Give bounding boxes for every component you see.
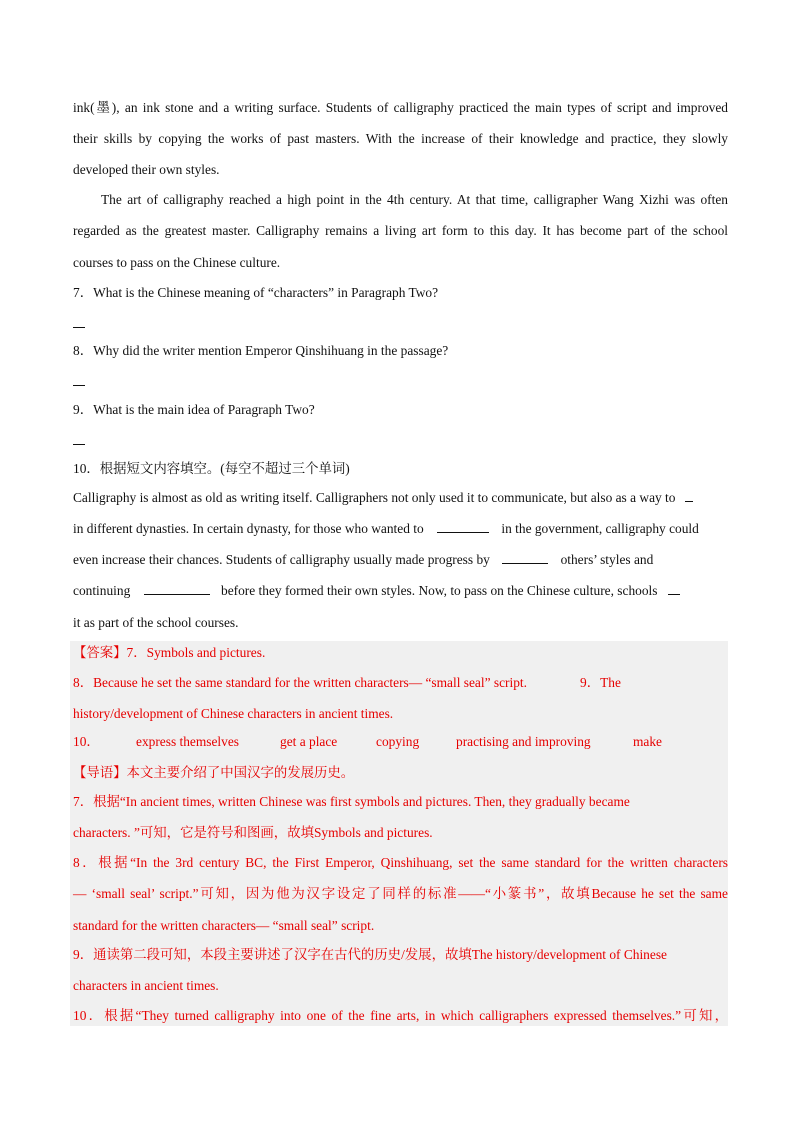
q10-text: in the government, calligraphy could — [501, 521, 699, 536]
explanation-line: 9．通读第二段可知，本段主要讲述了汉字在古代的历史/发展，故填The history/development of Chinese — [73, 947, 667, 962]
fill-blank-5[interactable] — [668, 582, 680, 595]
explanation-line: — ‘small seal’ script.”可知，因为他为汉字设定了同样的标准——“小篆书”，故填Because he set the same — [73, 886, 728, 901]
guide-line: 【导语】本文主要介绍了中国汉字的发展历史。 — [73, 765, 355, 780]
answer-line: history/development of Chinese characters in ancient times. — [73, 706, 394, 721]
question-10-line — [73, 582, 728, 600]
answer-10-item: copying — [376, 734, 420, 749]
explanation-line: 7．根据“In ancient times, written Chinese was first symbols and pictures. Then, they gradually became — [73, 794, 630, 809]
answer-10-item: express themselves — [136, 734, 240, 749]
passage-line: ink(墨), an ink stone and a writing surface. Students of calligraphy practiced the main types of script and improved — [73, 100, 728, 115]
q10-text: others’ styles and — [560, 552, 654, 567]
answer-10-item: get a place — [280, 734, 338, 749]
answer-9-start: 9．The — [580, 675, 621, 690]
question-8: 8．Why did the writer mention Emperor Qinshihuang in the passage? — [73, 343, 449, 358]
answer-blank[interactable] — [73, 327, 85, 328]
question-10-line — [73, 551, 728, 569]
answer-10-item: practising and improving — [456, 734, 591, 749]
q10-text: even increase their chances. Students of calligraphy usually made progress by — [73, 552, 490, 567]
fill-blank-1[interactable] — [685, 489, 693, 502]
question-10-line: it as part of the school courses. — [73, 615, 239, 630]
answer-8: 8．Because he set the same standard for the written characters— “small seal” script. — [73, 675, 527, 690]
answer-blank[interactable] — [73, 444, 85, 445]
passage-line: The art of calligraphy reached a high point in the 4th century. At that time, calligrapher Wang Xizhi was often — [101, 192, 728, 207]
fill-blank-4[interactable] — [144, 582, 210, 595]
answer-blank[interactable] — [73, 385, 85, 386]
question-10-title: 10．根据短文内容填空。(每空不超过三个单词) — [73, 461, 350, 476]
question-9: 9．What is the main idea of Paragraph Two? — [73, 402, 315, 417]
explanation-line: characters in ancient times. — [73, 978, 219, 993]
answer-10-item: make — [633, 734, 662, 749]
question-10-line — [73, 520, 728, 538]
q10-text: in different dynasties. In certain dynasty, for those who wanted to — [73, 521, 424, 536]
fill-blank-3[interactable] — [502, 551, 548, 564]
answer-line — [73, 674, 728, 692]
question-10-line — [73, 489, 728, 507]
q10-text: continuing — [73, 583, 131, 598]
explanation-line: characters. ”可知，它是符号和图画，故填Symbols and pictures. — [73, 825, 433, 840]
explanation-line: 10．根据“They turned calligraphy into one of the fine arts, in which calligraphers expressed themselves.”可知， — [73, 1008, 728, 1023]
question-7: 7．What is the Chinese meaning of “characters” in Paragraph Two? — [73, 285, 439, 300]
fill-blank-2[interactable] — [437, 520, 489, 533]
answer-10-label: 10． — [73, 734, 100, 749]
answer-line: 【答案】7．Symbols and pictures. — [73, 645, 266, 660]
passage-line: regarded as the greatest master. Calligraphy remains a living art form to this day. It has become part of the school — [73, 223, 728, 238]
explanation-line: standard for the written characters— “small seal” script. — [73, 918, 375, 933]
explanation-line: 8．根据“In the 3rd century BC, the First Emperor, Qinshihuang, set the same standard for the written characters — [73, 855, 728, 870]
passage-line: their skills by copying the works of past masters. With the increase of their knowledge and practice, they slowly — [73, 131, 728, 146]
passage-line: courses to pass on the Chinese culture. — [73, 255, 281, 270]
passage-line: developed their own styles. — [73, 162, 220, 177]
q10-text: Calligraphy is almost as old as writing itself. Calligraphers not only used it to communicate, but also as a way to — [73, 490, 676, 505]
q10-text: before they formed their own styles. Now, to pass on the Chinese culture, schools — [221, 583, 658, 598]
